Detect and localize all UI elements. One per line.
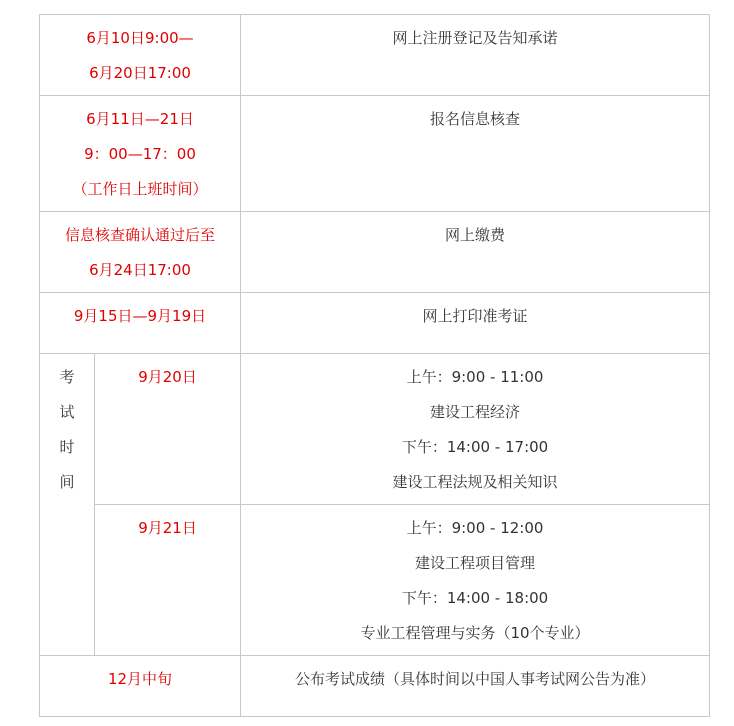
time-line: 6月11日—21日 (86, 110, 194, 128)
content-cell (241, 96, 710, 212)
exam-session-line: 上午：9:00 - 11:00 (406, 368, 544, 386)
table-row (40, 293, 710, 354)
exam-time-label-char: 考 (59, 368, 75, 386)
time-cell (40, 96, 241, 212)
time-line: 9：00—17：00 (84, 145, 196, 163)
table-row (40, 212, 710, 293)
content-line: 网上打印准考证 (422, 307, 528, 325)
time-line: 9月15日—9月19日 (73, 307, 207, 325)
content-cell (241, 293, 710, 354)
exam-subject-line: 建设工程经济 (430, 403, 521, 421)
time-line: 6月10日9:00— (86, 29, 194, 47)
exam-time-label-char: 试 (59, 403, 75, 421)
content-line: 报名信息核查 (430, 110, 521, 128)
exam-schedule-table (39, 14, 710, 717)
time-line: 信息核查确认通过后至 (65, 226, 216, 244)
content-line: 网上注册登记及告知承诺 (392, 29, 558, 47)
table-row (40, 354, 710, 505)
exam-subject-line: 建设工程项目管理 (415, 554, 536, 572)
time-line: 6月24日17:00 (89, 261, 191, 279)
content-line: 公布考试成绩（具体时间以中国人事考试网公告为准） (295, 670, 656, 688)
time-line: 12月中旬 (107, 670, 173, 688)
exam-time-label-cell (40, 354, 95, 656)
exam-subjects-cell (241, 505, 710, 656)
time-cell (40, 656, 241, 717)
table-row (40, 656, 710, 717)
exam-subject-line: 专业工程管理与实务（10个专业） (360, 624, 590, 642)
time-cell (40, 293, 241, 354)
time-line: 6月20日17:00 (89, 64, 191, 82)
exam-session-line: 下午：14:00 - 17:00 (401, 438, 549, 456)
exam-session-line: 上午：9:00 - 12:00 (406, 519, 544, 537)
exam-subjects-cell (241, 354, 710, 505)
exam-session-line: 下午：14:00 - 18:00 (401, 589, 549, 607)
table-row (40, 96, 710, 212)
exam-subject-line: 建设工程法规及相关知识 (392, 473, 558, 491)
exam-date: 9月20日 (138, 368, 197, 386)
exam-date-cell (95, 354, 241, 505)
exam-time-label-char: 时 (59, 438, 75, 456)
exam-date-cell (95, 505, 241, 656)
time-cell (40, 212, 241, 293)
content-line: 网上缴费 (445, 226, 506, 244)
content-cell (241, 656, 710, 717)
table-row (40, 15, 710, 96)
time-line: （工作日上班时间） (72, 180, 208, 198)
exam-date: 9月21日 (138, 519, 197, 537)
table-row (40, 505, 710, 656)
exam-time-label-char: 间 (59, 473, 75, 491)
content-cell (241, 15, 710, 96)
content-cell (241, 212, 710, 293)
time-cell (40, 15, 241, 96)
